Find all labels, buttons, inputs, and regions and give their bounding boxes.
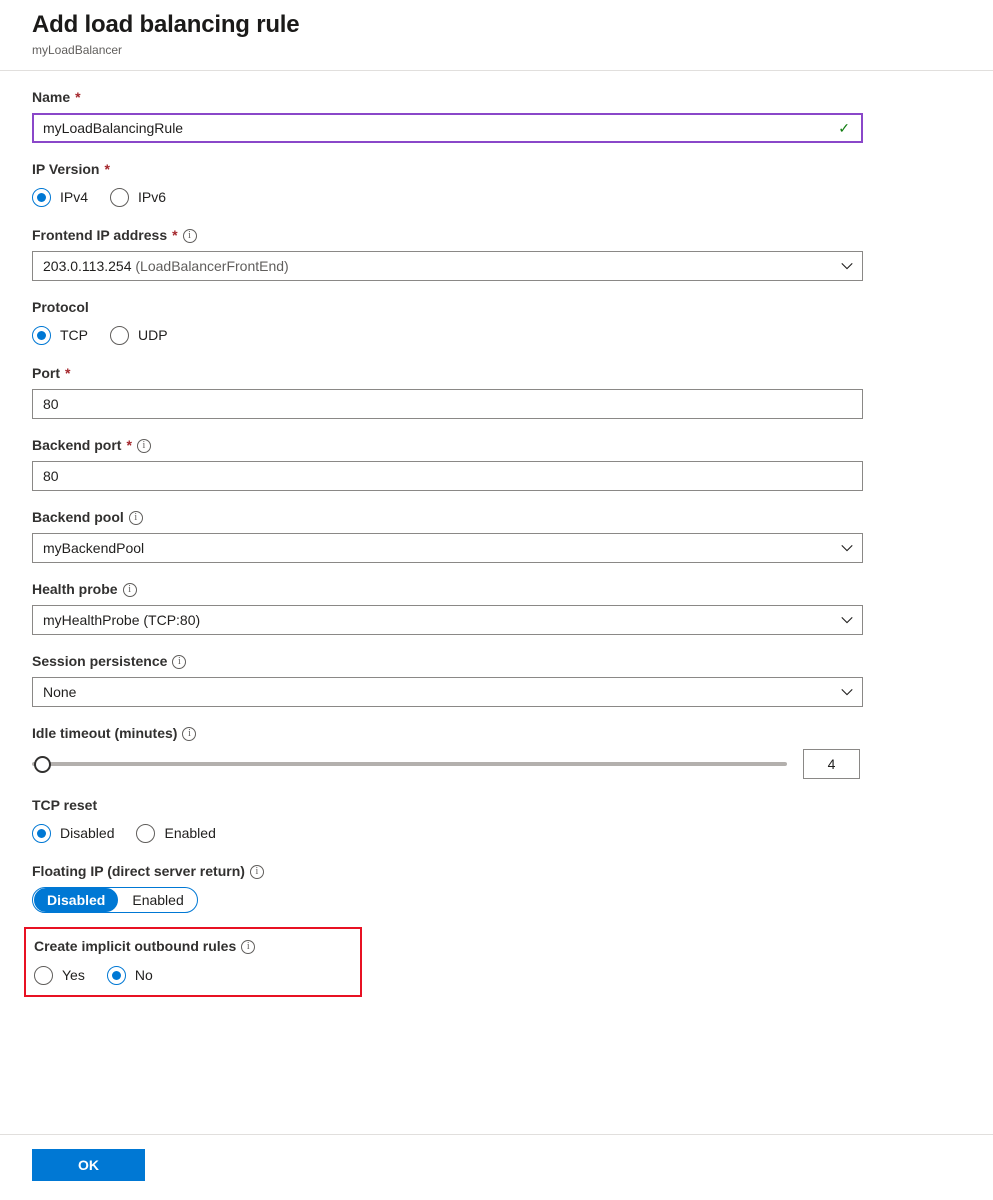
page-subtitle: myLoadBalancer [32, 43, 123, 57]
radio-ipv6-dot-icon [110, 188, 129, 207]
port-input-value: 80 [43, 396, 59, 412]
frontend-ip-value-suffix: (LoadBalancerFrontEnd) [131, 258, 289, 274]
protocol-label-text: Protocol [32, 299, 89, 315]
field-implicit-outbound-rules [24, 927, 362, 997]
valid-check-icon: ✓ [838, 120, 850, 136]
frontend-ip-label-text: Frontend IP address [32, 227, 168, 243]
backend-pool-dropdown[interactable] [32, 533, 863, 563]
radio-tcp-reset-disabled-dot-icon [32, 824, 51, 843]
health-probe-dropdown[interactable] [32, 605, 863, 635]
session-persistence-label [32, 651, 961, 671]
field-ip-version [32, 159, 961, 209]
session-persistence-label-text: Session persistence [32, 653, 168, 669]
session-persistence-dropdown[interactable] [32, 677, 863, 707]
radio-implicit-outbound-no-dot-icon [107, 966, 126, 985]
radio-implicit-outbound-yes-dot-icon [34, 966, 53, 985]
radio-ipv4-label: IPv4 [60, 189, 89, 205]
field-backend-pool [32, 507, 961, 563]
implicit-outbound-label [34, 936, 352, 956]
radio-tcp-reset-disabled[interactable] [32, 824, 114, 843]
radio-udp[interactable] [110, 326, 168, 345]
radio-udp-dot-icon [110, 326, 129, 345]
info-icon[interactable]: i [182, 727, 196, 741]
port-input[interactable] [32, 389, 863, 419]
implicit-outbound-label-text: Create implicit outbound rules [34, 938, 237, 954]
radio-udp-label: UDP [138, 327, 168, 343]
port-label-text: Port [32, 365, 60, 381]
field-frontend-ip [32, 225, 961, 281]
slider-thumb[interactable] [34, 756, 51, 773]
health-probe-label-text: Health probe [32, 581, 118, 597]
name-required-marker: * [75, 89, 81, 105]
radio-ipv6-label: IPv6 [138, 189, 167, 205]
radio-ipv4[interactable] [32, 188, 88, 207]
field-backend-port [32, 435, 961, 491]
chevron-down-icon [840, 541, 854, 555]
backend-port-required-marker: * [126, 437, 132, 453]
field-health-probe [32, 579, 961, 635]
info-icon[interactable]: i [183, 229, 197, 243]
radio-tcp-label: TCP [60, 327, 88, 343]
chevron-down-icon [840, 613, 854, 627]
radio-tcp-reset-enabled-label: Enabled [164, 825, 216, 841]
chevron-down-icon [840, 259, 854, 273]
protocol-radio-group [32, 323, 961, 347]
session-persistence-value: None [43, 684, 77, 700]
name-label [32, 87, 961, 107]
radio-implicit-outbound-yes[interactable] [34, 966, 85, 985]
field-idle-timeout [32, 723, 961, 779]
backend-pool-label [32, 507, 961, 527]
radio-implicit-outbound-no[interactable] [107, 966, 153, 985]
panel-footer [0, 1134, 993, 1200]
info-icon[interactable]: i [241, 940, 255, 954]
port-required-marker: * [65, 365, 71, 381]
page-title: Add load balancing rule [32, 11, 300, 38]
radio-tcp-dot-icon [32, 326, 51, 345]
field-session-persistence [32, 651, 961, 707]
panel-header [0, 0, 993, 71]
ok-button[interactable]: OK [32, 1149, 145, 1181]
field-tcp-reset [32, 795, 961, 845]
name-label-text: Name [32, 89, 71, 105]
field-floating-ip [32, 861, 961, 913]
backend-port-label-text: Backend port [32, 437, 122, 453]
info-icon[interactable]: i [129, 511, 143, 525]
radio-implicit-outbound-yes-label: Yes [62, 967, 85, 983]
idle-timeout-label [32, 723, 961, 743]
backend-pool-label-text: Backend pool [32, 509, 124, 525]
health-probe-value: myHealthProbe (TCP:80) [43, 612, 201, 628]
floating-ip-option-enabled[interactable]: Enabled [132, 892, 184, 908]
frontend-ip-dropdown[interactable] [32, 251, 863, 281]
backend-port-label [32, 435, 961, 455]
tcp-reset-label [32, 795, 961, 815]
backend-port-input-value: 80 [43, 468, 59, 484]
info-icon[interactable]: i [250, 865, 264, 879]
floating-ip-label [32, 861, 961, 881]
form-body [0, 71, 993, 1134]
idle-timeout-label-text: Idle timeout (minutes) [32, 725, 178, 741]
protocol-label [32, 297, 961, 317]
port-label [32, 363, 961, 383]
field-port [32, 363, 961, 419]
ip-version-radio-group [32, 185, 961, 209]
idle-timeout-row [32, 749, 961, 779]
frontend-ip-label [32, 225, 961, 245]
radio-tcp[interactable] [32, 326, 88, 345]
radio-ipv4-dot-icon [32, 188, 51, 207]
tcp-reset-label-text: TCP reset [32, 797, 98, 813]
health-probe-label [32, 579, 961, 599]
info-icon[interactable]: i [123, 583, 137, 597]
floating-ip-toggle[interactable] [32, 887, 198, 913]
field-name [32, 87, 961, 143]
tcp-reset-radio-group [32, 821, 961, 845]
floating-ip-option-disabled[interactable]: Disabled [34, 888, 118, 912]
idle-timeout-value: 4 [827, 756, 836, 772]
chevron-down-icon [840, 685, 854, 699]
slider-track [32, 762, 787, 766]
floating-ip-label-text: Floating IP (direct server return) [32, 863, 245, 879]
ip-version-required-marker: * [104, 161, 110, 177]
backend-pool-value: myBackendPool [43, 540, 145, 556]
radio-tcp-reset-enabled-dot-icon [136, 824, 155, 843]
implicit-outbound-radio-group [34, 963, 352, 987]
info-icon[interactable]: i [172, 655, 186, 669]
field-protocol [32, 297, 961, 347]
ip-version-label [32, 159, 961, 179]
backend-port-input[interactable] [32, 461, 863, 491]
idle-timeout-value-input[interactable] [803, 749, 860, 779]
radio-tcp-reset-disabled-label: Disabled [60, 825, 115, 841]
idle-timeout-slider[interactable] [32, 754, 787, 774]
name-input[interactable] [32, 113, 863, 143]
frontend-ip-value: 203.0.113.254 (LoadBalancerFrontEnd) [43, 258, 289, 274]
radio-ipv6[interactable] [110, 188, 166, 207]
info-icon[interactable]: i [137, 439, 151, 453]
ip-version-label-text: IP Version [32, 161, 100, 177]
frontend-ip-required-marker: * [172, 227, 178, 243]
radio-implicit-outbound-no-label: No [134, 967, 153, 983]
name-input-value: myLoadBalancingRule [43, 120, 184, 136]
radio-tcp-reset-enabled[interactable] [136, 824, 215, 843]
